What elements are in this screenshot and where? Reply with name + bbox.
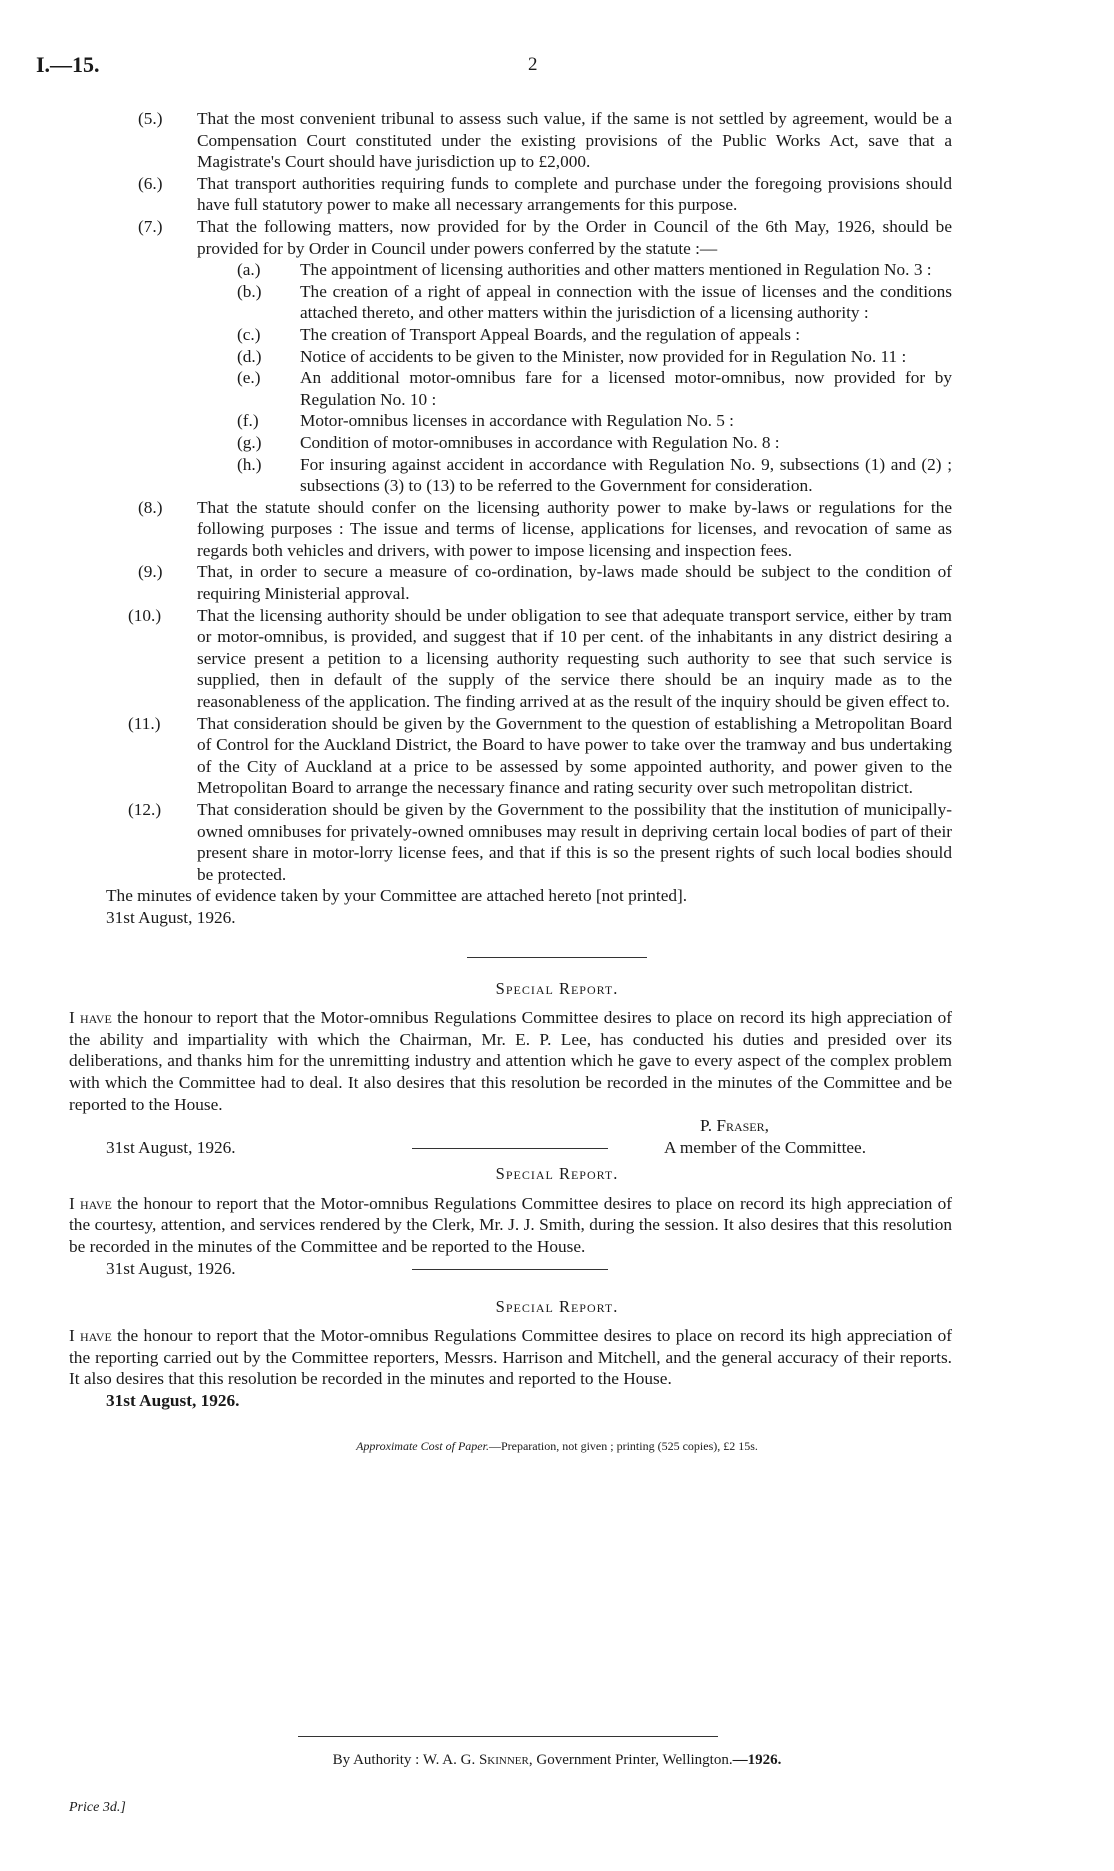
item-text: That, in order to secure a measure of co-ordination, by-laws made should be subject to the condition of requiring Ministerial approval. xyxy=(197,562,952,604)
recommendation-item xyxy=(138,173,952,216)
sub-item-letter: (d.) xyxy=(237,346,262,366)
sub-item-text: Motor-omnibus licenses in accordance with Regulation No. 5 : xyxy=(300,411,734,431)
report-title: Special Report. xyxy=(495,978,619,998)
report-date: 31st August, 1926. xyxy=(106,1258,236,1278)
item-text: That the statute should confer on the licensing authority power to make by-laws or regulations for the following purposes : The issue and terms of license, applications for licenses, and revocation of same as regards both vehicles and drivers, with power to impose licensing and inspection fees. xyxy=(197,497,952,560)
sub-item xyxy=(237,410,952,432)
signature-block xyxy=(0,1115,952,1159)
sub-item-letter: (f.) xyxy=(237,411,259,431)
item-number: (8.) xyxy=(138,497,163,517)
report-lead: I have xyxy=(69,1008,112,1028)
signature-rule xyxy=(412,1148,608,1149)
cost-note xyxy=(0,1436,1114,1458)
sub-item-letter: (c.) xyxy=(237,324,261,344)
sub-item xyxy=(237,281,952,324)
sub-item-letter: (e.) xyxy=(237,368,261,388)
sub-item-text: The appointment of licensing authorities and other matters mentioned in Regulation No. 3 : xyxy=(300,260,932,280)
sub-item-letter: (h.) xyxy=(237,454,262,474)
sub-item-text: Condition of motor-omnibuses in accordance with Regulation No. 8 : xyxy=(300,432,780,452)
minutes-date: 31st August, 1926. xyxy=(106,907,236,927)
item-number: (12.) xyxy=(128,800,162,819)
sub-item-text: The creation of a right of appeal in connection with the issue of licenses and the conditions attached thereto, and other matters within the jurisdiction of a licensing authority : xyxy=(300,281,952,323)
document-body xyxy=(0,108,1114,1457)
date-block xyxy=(0,1390,1114,1414)
item-text: That the most convenient tribunal to assess such value, if the same is not settled by agreement, would be a Compensation Court constituted under the existing provisions of the Public Works Act, save that a Magistrate's Court should have jurisdiction up to £2,000. xyxy=(197,109,952,172)
document-reference: I.—15. xyxy=(36,52,100,77)
report-paragraph xyxy=(69,1193,952,1258)
page-number: 2 xyxy=(528,54,538,75)
price-note: Price 3d.] xyxy=(69,1800,126,1815)
report-text: the honour to report that the Motor-omnibus Regulations Committee desires to place on record its high appreciation of the courtesy, attention, and services rendered by the Clerk, Mr. J. J. Smith, during the session. It also desires that this resolution be recorded in the minutes of the Committee and be reported to the House. xyxy=(69,1193,952,1256)
item-number: (11.) xyxy=(128,713,161,733)
date-block xyxy=(0,1258,1114,1282)
recommendation-item xyxy=(128,799,952,885)
sub-item-letter: (a.) xyxy=(237,260,261,280)
report-lead: I have xyxy=(69,1193,112,1213)
sub-item xyxy=(237,346,952,368)
signer-name: P. Fraser, xyxy=(700,1116,769,1136)
recommendation-item xyxy=(128,713,952,799)
report-date: 31st August, 1926. xyxy=(106,1390,240,1410)
authority-suffix: , Government Printer, Wellington. xyxy=(528,1752,733,1768)
section-divider xyxy=(467,957,647,958)
item-number: (10.) xyxy=(128,605,162,625)
item-number: (7.) xyxy=(138,216,163,236)
footer-divider xyxy=(298,1736,718,1737)
sub-item xyxy=(237,454,952,497)
sub-item-text: Notice of accidents to be given to the Minister, now provided for in Regulation No. 11 : xyxy=(300,346,907,366)
minutes-note: The minutes of evidence taken by your Committee are attached hereto [not printed]. xyxy=(106,886,688,906)
report-lead: I have xyxy=(69,1326,112,1346)
date-rule xyxy=(412,1269,608,1270)
sub-item-text: For insuring against accident in accordance with Regulation No. 9, subsections (1) and (2) ; subsections (3) to (13) to be referred to the Government for consideration. xyxy=(300,454,952,496)
sub-item-text: An additional motor-omnibus fare for a licensed motor-omnibus, now provided for by Regulation No. 10 : xyxy=(300,368,952,409)
printer-authority xyxy=(0,1750,1114,1772)
item-number: (9.) xyxy=(138,562,163,582)
sub-item xyxy=(237,324,952,346)
recommendation-item xyxy=(138,561,952,604)
report-paragraph xyxy=(69,1325,952,1390)
report-paragraph xyxy=(69,1007,952,1115)
report-date: 31st August, 1926. xyxy=(106,1138,236,1158)
signer-role: A member of the Committee. xyxy=(664,1138,867,1158)
item-number: (5.) xyxy=(138,109,163,128)
authority-prefix: By Authority : W. A. G. xyxy=(332,1752,479,1768)
sub-item xyxy=(237,259,952,281)
item-number: (6.) xyxy=(138,173,163,193)
page-header xyxy=(36,54,1076,80)
recommendation-item xyxy=(128,605,952,713)
item-text: That transport authorities requiring funds to complete and purchase under the foregoing provisions should have full statutory power to make all necessary arrangements for this purpose. xyxy=(197,173,952,215)
item-text: That the licensing authority should be under obligation to see that adequate transport service, either by tram or motor-omnibus, is provided, and suggest that if 10 per cent. of the inhabitants in any district desiring a service present a petition to a licensing authority requesting such authority to see that such service is supplied, then in default of the supply of the service there should be an inquiry made as to the reasonableness of the application. The finding arrived at as the result of the inquiry should be given effect to. xyxy=(197,605,952,712)
report-title: Special Report. xyxy=(495,1296,619,1316)
printer-name: Skinner xyxy=(478,1752,529,1768)
sub-item-letter: (g.) xyxy=(237,432,262,452)
recommendation-item xyxy=(138,216,952,259)
item-text: That consideration should be given by the Government to the possibility that the institution of municipally-owned omnibuses for privately-owned omnibuses may result in depriving certain local bodies of part of their present share in motor-lorry license fees, and that if this is so the present rights of such local bodies should be protected. xyxy=(197,800,952,884)
recommendation-item xyxy=(138,108,952,173)
cost-label: Approximate Cost of Paper. xyxy=(356,1438,489,1453)
sub-item xyxy=(237,367,952,410)
item-text: That consideration should be given by the Government to the question of establishing a Metropolitan Board of Control for the Auckland District, the Board to have power to take over the tramway and bus undertaking of the City of Auckland at a price to be assessed by some appointed authority, and power given to the Metropolitan Board to arrange the necessary finance and rating security over such metropolitan district. xyxy=(197,713,952,798)
report-title: Special Report. xyxy=(495,1164,619,1184)
report-text: the honour to report that the Motor-omnibus Regulations Committee desires to place on record its high appreciation of the reporting carried out by the Committee reporters, Messrs. Harrison and Mitchell, and the general accuracy of their reports. It also desires that this resolution be recorded in the minutes and reported to the House. xyxy=(69,1326,952,1389)
sub-item-letter: (b.) xyxy=(237,281,262,301)
item-text: That the following matters, now provided for by the Order in Council of the 6th May, 1926, should be provided for by Order in Council under powers conferred by the statute :— xyxy=(197,216,952,258)
report-text: the honour to report that the Motor-omnibus Regulations Committee desires to place on record its high appreciation of the ability and impartiality with which the Chairman, Mr. E. P. Lee, has conducted his duties and presided over its deliberations, and thanks him for the unremitting industry and attention which he gave to every aspect of the complex problem with which the Committee had to deal. It also desires that this resolution be recorded in the minutes of the Committee and be reported to the House. xyxy=(69,1008,952,1114)
cost-text: —Preparation, not given ; printing (525 copies), £2 15s. xyxy=(488,1438,758,1453)
sub-item-text: The creation of Transport Appeal Boards, and the regulation of appeals : xyxy=(300,324,801,344)
recommendation-item xyxy=(138,497,952,562)
sub-item xyxy=(237,432,952,454)
authority-year: —1926. xyxy=(732,1752,782,1768)
